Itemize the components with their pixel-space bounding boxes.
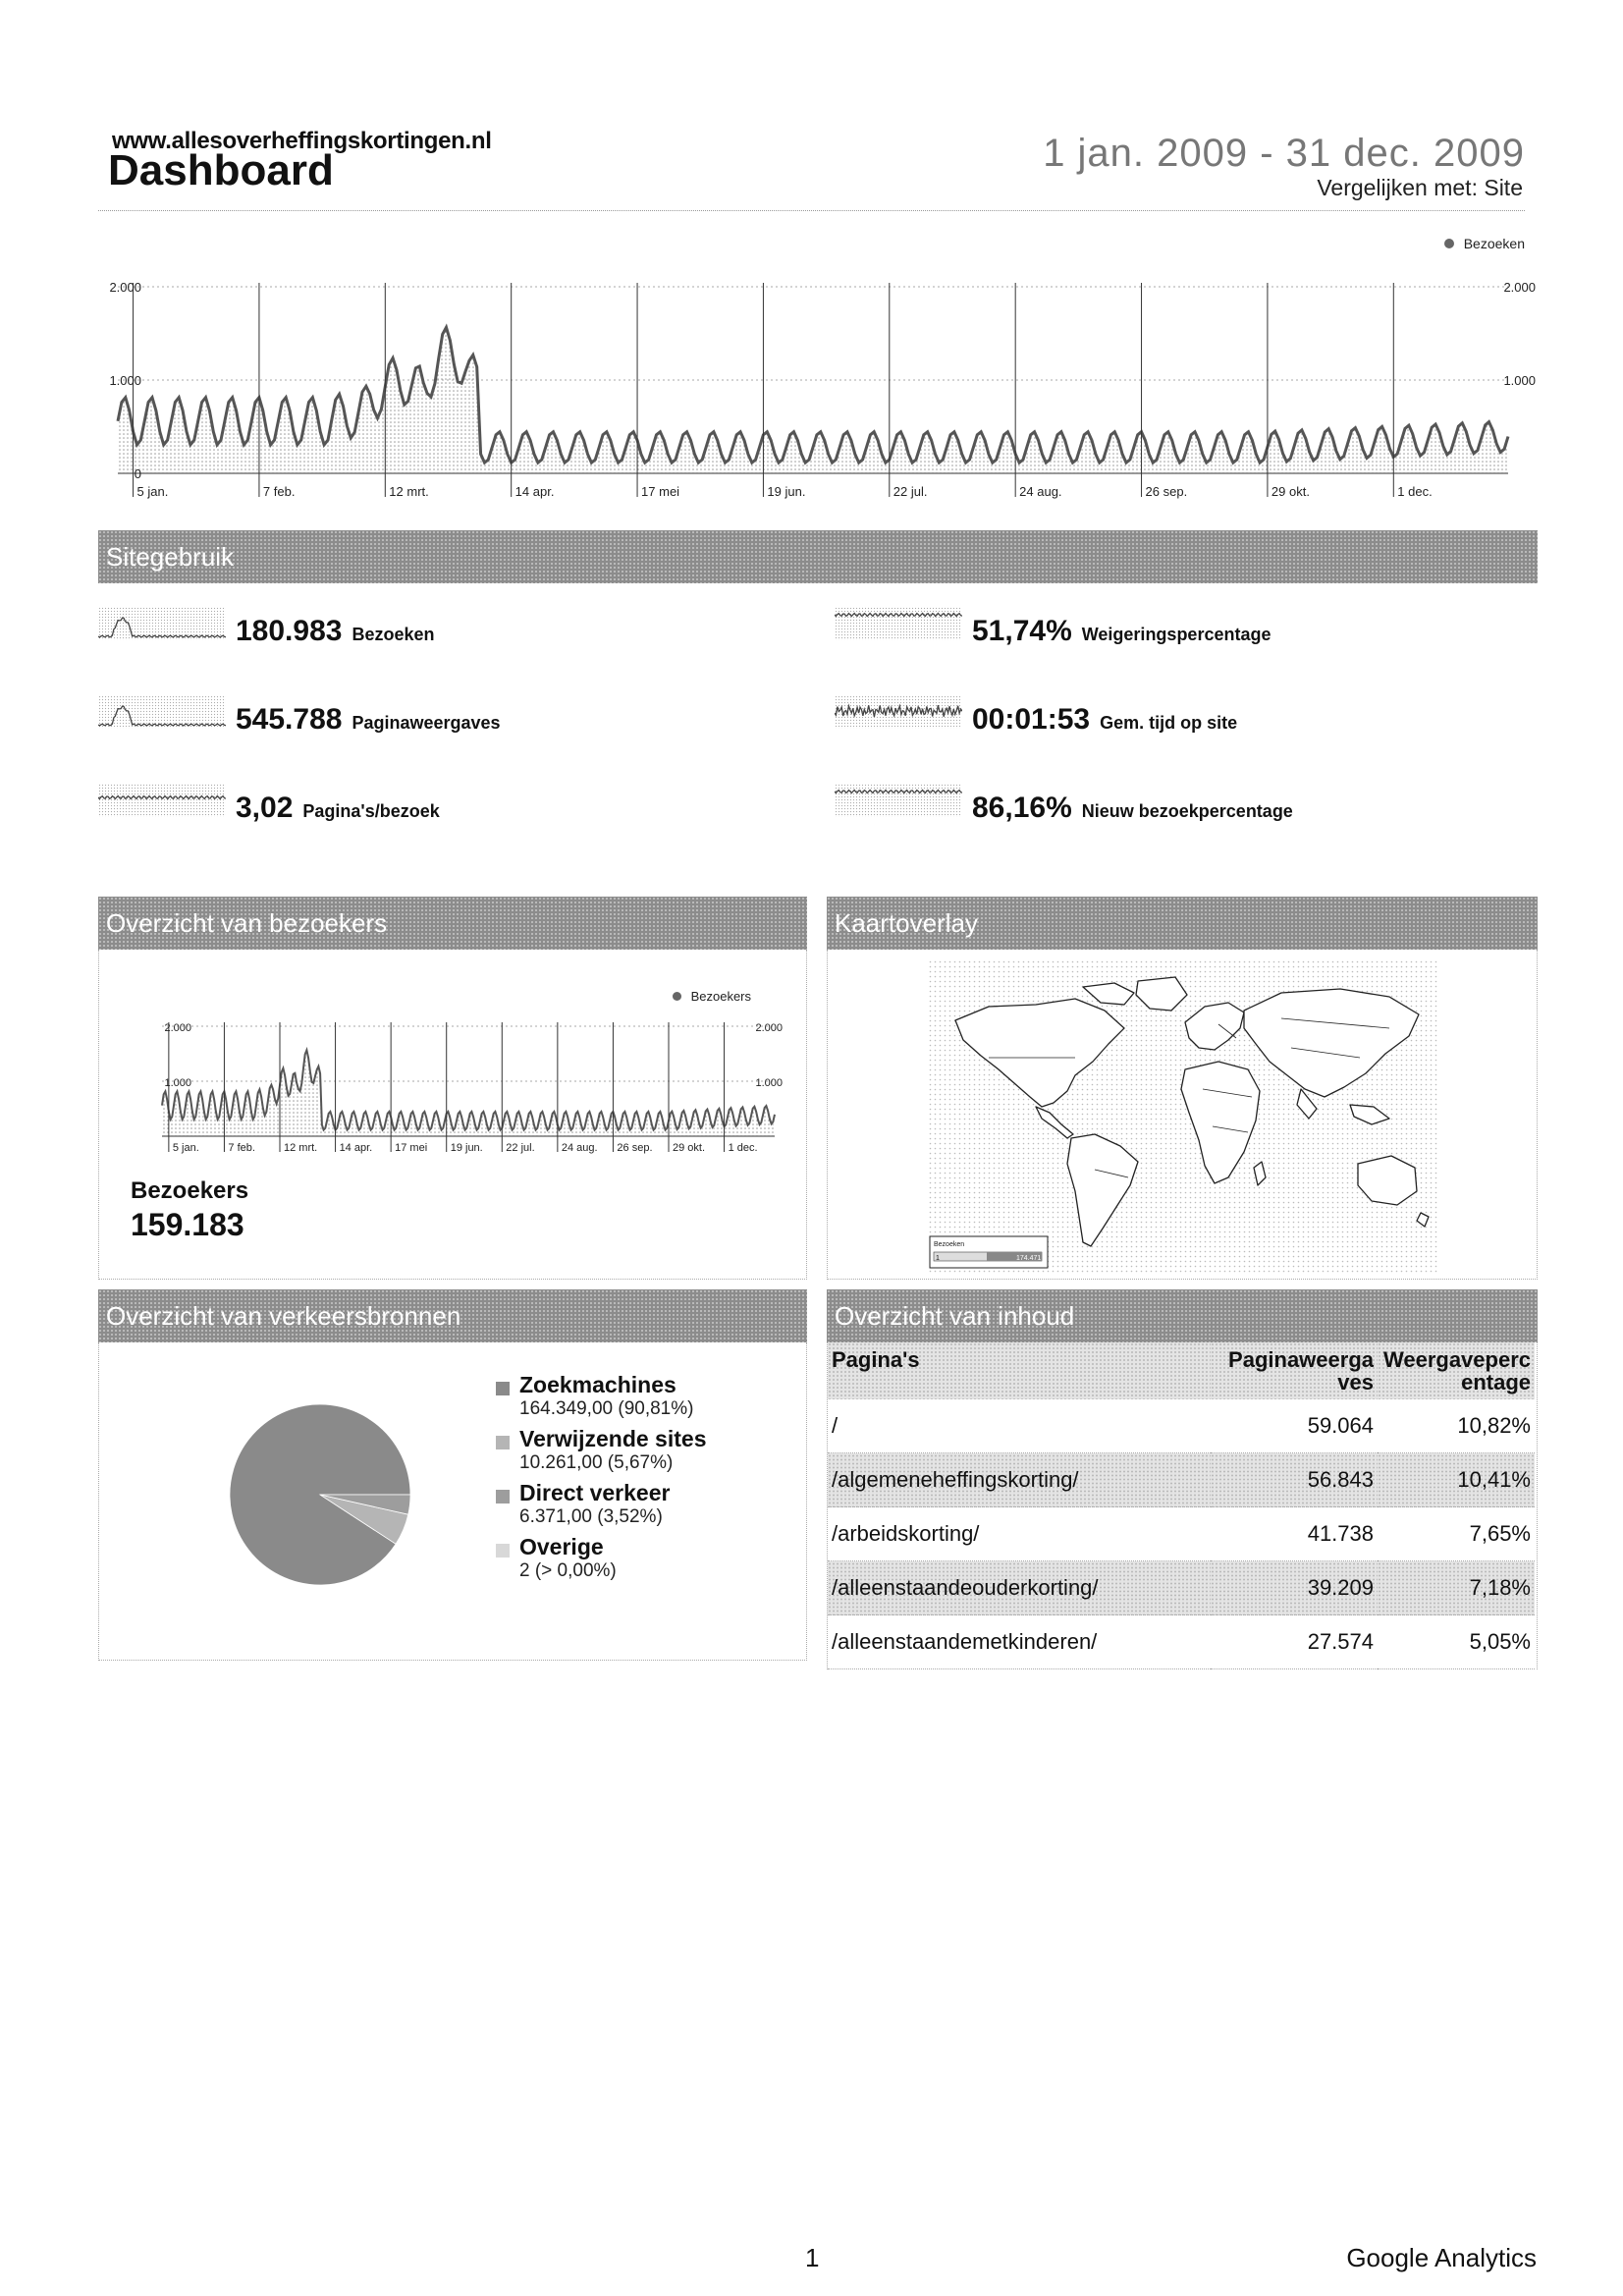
x-tick-label: 26 sep. xyxy=(617,1142,653,1154)
x-tick-label: 5 jan. xyxy=(136,484,169,499)
stat-bounce-rate[interactable] xyxy=(835,607,1271,648)
stat-avg-time[interactable] xyxy=(835,695,1237,737)
site-usage-stats xyxy=(98,601,1538,856)
header-divider xyxy=(98,210,1525,211)
table-row xyxy=(828,1453,1535,1507)
table-row xyxy=(828,1615,1535,1669)
page-path-link[interactable]: /alleenstaandeouderkorting/ xyxy=(828,1561,1211,1615)
y-tick-label: 1.000 xyxy=(1503,373,1536,388)
legend-swatch-icon xyxy=(496,1544,510,1558)
x-tick-label: 17 mei xyxy=(641,484,680,499)
main-chart-legend-label: Bezoeken xyxy=(1463,236,1525,251)
date-range[interactable]: 1 jan. 2009 - 31 dec. 2009 xyxy=(1043,132,1525,175)
x-tick-label: 19 jun. xyxy=(767,484,806,499)
x-tick-label: 1 dec. xyxy=(728,1142,758,1154)
legend-swatch-icon xyxy=(496,1436,510,1449)
x-tick-label: 14 apr. xyxy=(514,484,555,499)
x-tick-label: 22 jul. xyxy=(506,1142,535,1154)
traffic-pie-chart[interactable] xyxy=(227,1401,413,1588)
visitors-overview-header xyxy=(98,897,807,950)
legend-swatch-icon xyxy=(496,1382,510,1395)
legend-swatch-icon xyxy=(496,1490,510,1503)
map-overlay-panel xyxy=(827,950,1538,1280)
percentage-cell: 5,05% xyxy=(1378,1615,1535,1669)
content-overview-panel xyxy=(827,1342,1538,1669)
x-tick-label: 17 mei xyxy=(395,1142,428,1154)
traffic-source-name: Direct verkeer xyxy=(519,1480,671,1505)
visitors-value: 159.183 xyxy=(131,1207,244,1242)
sparkline-visits xyxy=(98,607,226,640)
content-overview-header xyxy=(827,1289,1538,1342)
table-header-row xyxy=(828,1342,1535,1399)
traffic-legend-item[interactable] xyxy=(496,1426,706,1474)
x-tick-label: 24 aug. xyxy=(1019,484,1062,499)
traffic-sources-header xyxy=(98,1289,807,1342)
traffic-legend xyxy=(496,1372,706,1588)
sparkline-bounce-rate xyxy=(835,607,962,640)
column-header-pageviews[interactable]: Paginaweerga ves xyxy=(1211,1342,1378,1399)
visitors-legend-label: Bezoekers xyxy=(690,989,751,1004)
traffic-source-name: Overige xyxy=(519,1534,604,1559)
site-usage-title: Sitegebruik xyxy=(106,541,235,572)
table-row xyxy=(828,1561,1535,1615)
map-legend-min: 1 xyxy=(936,1255,940,1262)
map-overlay-title: Kaartoverlay xyxy=(835,907,978,938)
percentage-cell: 10,82% xyxy=(1378,1399,1535,1453)
y-tick-label: 1.000 xyxy=(164,1077,191,1089)
map-legend-title: Bezoeken xyxy=(934,1241,965,1248)
x-tick-label: 12 mrt. xyxy=(389,484,429,499)
traffic-source-value: 2 (> 0,00%) xyxy=(519,1560,617,1581)
visitors-overview-title: Overzicht van bezoekers xyxy=(106,907,388,938)
main-chart-svg xyxy=(98,275,1538,511)
stat-label: Pagina's/bezoek xyxy=(302,801,440,821)
site-url: www.allesoverheffingskortingen.nl xyxy=(112,128,492,154)
map-overlay-header xyxy=(827,897,1538,950)
page-path-link[interactable]: /alleenstaandemetkinderen/ xyxy=(828,1615,1211,1669)
pageviews-cell: 59.064 xyxy=(1211,1399,1378,1453)
x-tick-label: 26 sep. xyxy=(1145,484,1188,499)
visitors-overview-panel xyxy=(98,950,807,1280)
x-tick-label: 24 aug. xyxy=(561,1142,598,1154)
percentage-cell: 7,65% xyxy=(1378,1507,1535,1561)
world-map[interactable] xyxy=(928,959,1438,1274)
stat-label: Nieuw bezoekpercentage xyxy=(1081,801,1293,821)
column-header-percentage[interactable]: Weergaveperc entage xyxy=(1378,1342,1535,1399)
stat-value: 86,16% xyxy=(972,792,1072,824)
stat-pages-per-visit[interactable] xyxy=(98,784,440,825)
stat-value: 3,02 xyxy=(236,792,294,824)
stat-pageviews[interactable] xyxy=(98,695,501,737)
stat-label: Gem. tijd op site xyxy=(1100,713,1238,733)
legend-dot-icon xyxy=(673,992,681,1001)
table-row xyxy=(828,1507,1535,1561)
visitors-chart-svg xyxy=(127,1016,786,1164)
y-tick-label: 1.000 xyxy=(109,373,141,388)
column-header-pages[interactable]: Pagina's xyxy=(828,1342,1211,1399)
sparkline-new-visits xyxy=(835,784,962,817)
pageviews-cell: 56.843 xyxy=(1211,1453,1378,1507)
table-row xyxy=(828,1399,1535,1453)
percentage-cell: 10,41% xyxy=(1378,1453,1535,1507)
traffic-source-value: 6.371,00 (3,52%) xyxy=(519,1506,663,1527)
traffic-source-name: Zoekmachines xyxy=(519,1372,676,1397)
sparkline-pages-per-visit xyxy=(98,784,226,817)
traffic-legend-item[interactable] xyxy=(496,1480,706,1528)
footer-brand: Google Analytics xyxy=(1346,2243,1537,2272)
y-tick-label: 0 xyxy=(134,466,141,481)
stat-new-visits[interactable] xyxy=(835,784,1293,825)
sparkline-pageviews xyxy=(98,695,226,729)
pageviews-cell: 39.209 xyxy=(1211,1561,1378,1615)
visitors-chart-legend xyxy=(673,989,751,1004)
x-tick-label: 12 mrt. xyxy=(284,1142,318,1154)
percentage-cell: 7,18% xyxy=(1378,1561,1535,1615)
sparkline-avg-time xyxy=(835,695,962,729)
stat-value: 51,74% xyxy=(972,615,1072,647)
traffic-source-value: 164.349,00 (90,81%) xyxy=(519,1398,694,1419)
main-chart xyxy=(98,275,1538,511)
compare-label: Vergelijken met: Site xyxy=(1317,175,1523,200)
stat-label: Weigeringspercentage xyxy=(1081,625,1271,644)
legend-dot-icon xyxy=(1444,239,1454,248)
traffic-legend-item[interactable] xyxy=(496,1534,706,1582)
y-tick-label: 2.000 xyxy=(164,1022,191,1034)
map-legend xyxy=(930,1236,1048,1268)
map-legend-max: 174.471 xyxy=(1016,1255,1042,1262)
page-title: Dashboard xyxy=(108,146,334,194)
pageviews-cell: 27.574 xyxy=(1211,1615,1378,1669)
traffic-sources-title: Overzicht van verkeersbronnen xyxy=(106,1300,461,1331)
stat-value: 180.983 xyxy=(236,615,343,647)
page-path-link[interactable]: / xyxy=(828,1399,1211,1453)
site-usage-header xyxy=(98,530,1538,583)
x-tick-label: 7 feb. xyxy=(262,484,296,499)
traffic-legend-item[interactable] xyxy=(496,1372,706,1420)
y-tick-label: 2.000 xyxy=(1503,280,1536,295)
x-tick-label: 1 dec. xyxy=(1397,484,1433,499)
content-table xyxy=(828,1342,1535,1669)
stat-visits[interactable] xyxy=(98,607,435,648)
y-tick-label: 2.000 xyxy=(755,1022,783,1034)
pageviews-cell: 41.738 xyxy=(1211,1507,1378,1561)
page-number: 1 xyxy=(805,2243,820,2272)
traffic-source-value: 10.261,00 (5,67%) xyxy=(519,1452,674,1473)
traffic-sources-panel xyxy=(98,1342,807,1661)
y-tick-label: 2.000 xyxy=(109,280,141,295)
stat-label: Bezoeken xyxy=(352,625,435,644)
main-chart-legend xyxy=(1444,236,1525,251)
traffic-source-name: Verwijzende sites xyxy=(519,1426,707,1451)
x-tick-label: 22 jul. xyxy=(893,484,928,499)
x-tick-label: 5 jan. xyxy=(172,1142,199,1154)
visitors-label: Bezoekers xyxy=(131,1177,249,1204)
page-path-link[interactable]: /algemeneheffingskorting/ xyxy=(828,1453,1211,1507)
y-tick-label: 1.000 xyxy=(755,1077,783,1089)
page-path-link[interactable]: /arbeidskorting/ xyxy=(828,1507,1211,1561)
x-tick-label: 14 apr. xyxy=(339,1142,373,1154)
stat-value: 00:01:53 xyxy=(972,703,1091,736)
stat-label: Paginaweergaves xyxy=(352,713,501,733)
x-tick-label: 29 okt. xyxy=(673,1142,706,1154)
x-tick-label: 19 jun. xyxy=(450,1142,483,1154)
content-overview-title: Overzicht van inhoud xyxy=(835,1300,1075,1331)
x-tick-label: 7 feb. xyxy=(228,1142,255,1154)
stat-value: 545.788 xyxy=(236,703,343,736)
x-tick-label: 29 okt. xyxy=(1271,484,1310,499)
